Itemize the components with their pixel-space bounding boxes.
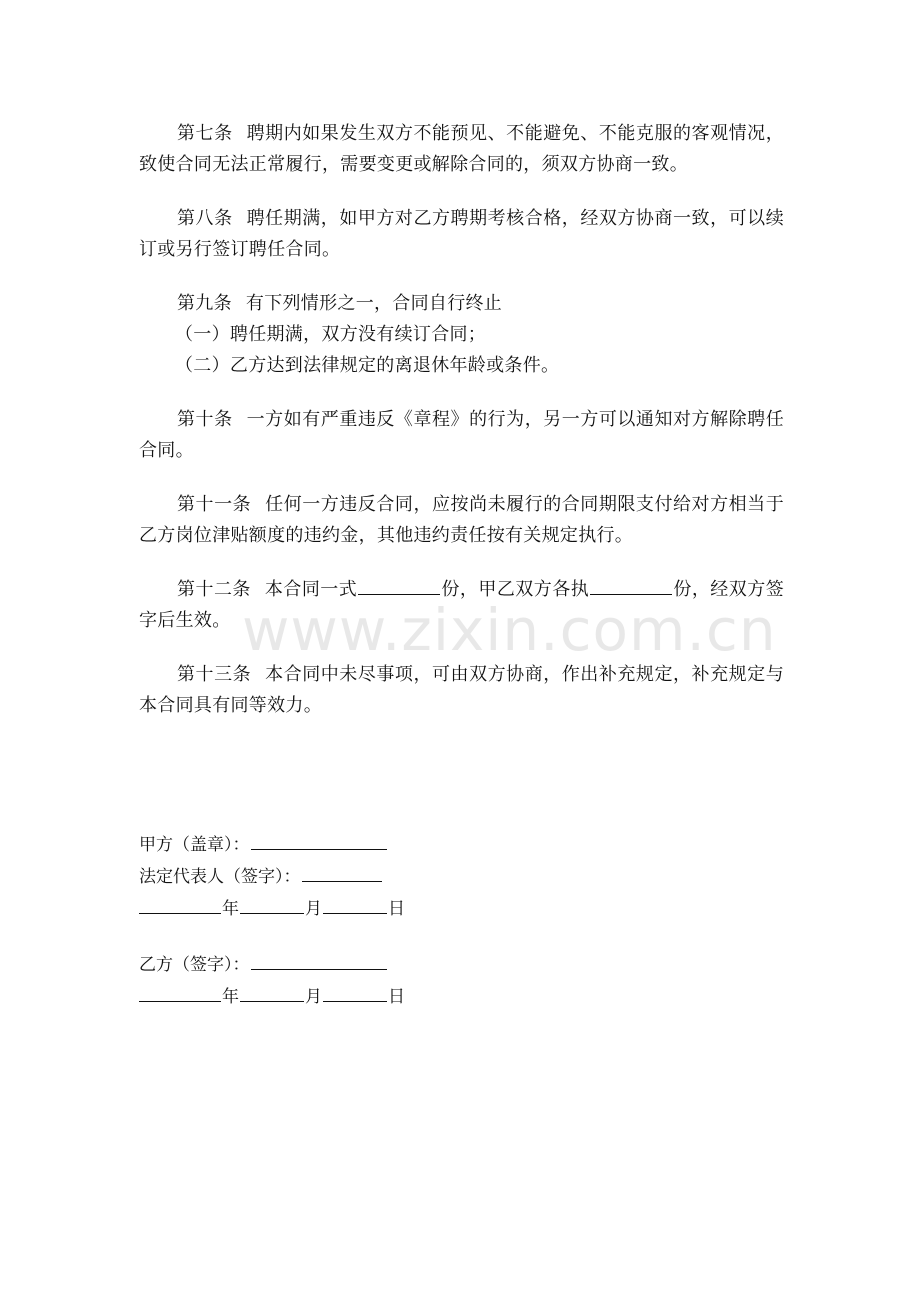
month-label: 月 — [305, 987, 322, 1007]
year-blank[interactable] — [139, 981, 221, 1002]
signature-block — [139, 829, 539, 1013]
article-7 — [139, 118, 784, 180]
year-label: 年 — [222, 987, 239, 1007]
copies-each-blank[interactable] — [590, 574, 672, 595]
article-11 — [139, 489, 784, 551]
article-label: 第十三条 — [177, 664, 252, 685]
spacer — [139, 925, 539, 949]
watermark: www.zixin.com.cn — [242, 596, 777, 664]
party-b-label: 乙方（签字）： — [139, 955, 250, 975]
article-9-item-2: （二）乙方达到法律规定的离退休年龄或条件。 — [175, 355, 560, 376]
article-9 — [139, 288, 784, 319]
party-b-date-line — [139, 981, 539, 1013]
article-label: 第十一条 — [177, 494, 252, 515]
article-text: 本合同中未尽事项，可由双方协商，作出补充规定，补充规定与本合同具有同等效力。 — [139, 664, 784, 716]
article-9-item-1: （一）聘任期满，双方没有续订合同； — [175, 324, 487, 345]
article-text: 聘期内如果发生双方不能预见、不能避免、不能克服的客观情况，致使合同无法正常履行，需要变更或解除合同的，须双方协商一致。 — [139, 123, 784, 175]
month-blank[interactable] — [240, 893, 304, 914]
legal-rep-blank[interactable] — [302, 861, 382, 882]
article-12 — [139, 574, 784, 636]
article-13 — [139, 659, 784, 721]
year-blank[interactable] — [139, 893, 221, 914]
article-text: 一方如有严重违反《章程》的行为，另一方可以通知对方解除聘任合同。 — [139, 409, 784, 461]
month-blank[interactable] — [240, 981, 304, 1002]
article-label: 第十二条 — [177, 579, 251, 600]
article-10 — [139, 404, 784, 466]
legal-rep-line — [139, 861, 539, 893]
party-a-line — [139, 829, 539, 861]
day-label: 日 — [388, 899, 405, 919]
party-a-blank[interactable] — [251, 829, 387, 850]
article-text: 份，甲乙双方各执 — [441, 579, 590, 600]
article-text: 本合同一式 — [264, 579, 358, 600]
party-b-blank[interactable] — [251, 949, 387, 970]
article-8 — [139, 203, 784, 265]
day-blank[interactable] — [323, 981, 387, 1002]
day-label: 日 — [388, 987, 405, 1007]
article-text: 有下列情形之一，合同自行终止 — [245, 293, 503, 314]
legal-rep-label: 法定代表人（签字）： — [139, 867, 301, 887]
day-blank[interactable] — [323, 893, 387, 914]
article-label: 第七条 — [177, 123, 233, 144]
article-label: 第十条 — [177, 409, 233, 430]
party-a-label: 甲方（盖章）： — [139, 835, 250, 855]
copies-total-blank[interactable] — [358, 574, 440, 595]
article-text: 份，经双方签字后生效。 — [139, 579, 785, 631]
article-text: 任何一方违反合同，应按尚未履行的合同期限支付给对方相当于乙方岗位津贴额度的违约金，其他违约责任按有关规定执行。 — [139, 494, 784, 546]
month-label: 月 — [305, 899, 322, 919]
party-b-line — [139, 949, 539, 981]
contract-body — [139, 118, 784, 744]
party-a-date-line — [139, 893, 539, 925]
article-label: 第九条 — [177, 293, 232, 314]
year-label: 年 — [222, 899, 239, 919]
article-text: 聘任期满，如甲方对乙方聘期考核合格，经双方协商一致，可以续订或另行签订聘任合同。 — [139, 208, 784, 260]
article-label: 第八条 — [177, 208, 233, 229]
